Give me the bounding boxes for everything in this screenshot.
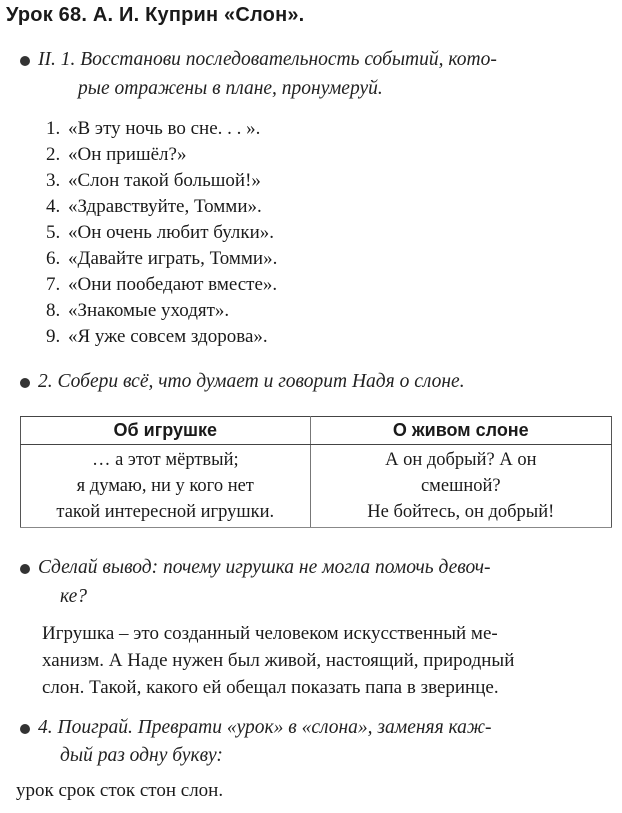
- task-bullet-icon: [20, 564, 30, 574]
- task4-line2: дый раз одну букву:: [60, 745, 223, 766]
- task1-line2: рые отражены в плане, пронумеруй.: [78, 78, 383, 99]
- toy-cell: … а этот мёртвый; я думаю, ни у кого нет такой интересной игрушки.: [21, 445, 311, 528]
- task-bullet-icon: [20, 724, 30, 734]
- list-item: 2. «Он пришёл?»: [46, 144, 187, 165]
- word-chain-answer: урок срок сток стон слон.: [16, 780, 224, 801]
- conclusion-answer: Игрушка – это созданный человеком искусственный ме- ханизм. А Наде нужен был живой, настоящий, природный слон. Такой, какого ей обещал показать папа в зверинце.: [42, 623, 515, 698]
- task3-line1: Сделай вывод: почему игрушка не могла помочь девоч-: [38, 557, 491, 578]
- task4-line1: Поиграй. Преврати «урок» в «слона», заменяя каж-: [57, 717, 492, 738]
- nadya-table: [20, 416, 612, 528]
- task2-label: 2.: [38, 371, 53, 392]
- task3-instruction: [20, 554, 491, 582]
- column-header-elephant: О живом слоне: [310, 417, 611, 445]
- task1-instruction: [20, 46, 497, 74]
- list-item: 3. «Слон такой большой!»: [46, 170, 261, 191]
- page-title: Урок 68. А. И. Куприн «Слон».: [6, 4, 305, 26]
- list-item: 6. «Давайте играть, Томми».: [46, 248, 278, 269]
- task1-line1: Восстанови последовательность событий, кото-: [80, 49, 497, 70]
- task2-instruction: [20, 368, 465, 396]
- task-bullet-icon: [20, 378, 30, 388]
- task4-label: 4.: [38, 717, 53, 738]
- task1-label: II. 1.: [38, 49, 76, 70]
- task4-instruction: [20, 714, 492, 742]
- elephant-cell: А он добрый? А он смешной? Не бойтесь, он добрый!: [310, 445, 611, 528]
- list-item: 8. «Знакомые уходят».: [46, 300, 230, 321]
- list-item: 9. «Я уже совсем здорова».: [46, 326, 268, 347]
- task2-text: Собери всё, что думает и говорит Надя о слоне.: [57, 371, 465, 392]
- list-item: 7. «Они пообедают вместе».: [46, 274, 278, 295]
- list-item: 4. «Здравствуйте, Томми».: [46, 196, 262, 217]
- list-item: 1. «В эту ночь во сне. . . ».: [46, 118, 261, 139]
- list-item: 5. «Он очень любит булки».: [46, 222, 275, 243]
- task-bullet-icon: [20, 56, 30, 66]
- task3-line2: ке?: [60, 586, 88, 607]
- column-header-toy: Об игрушке: [21, 417, 311, 445]
- plan-list: [46, 116, 277, 350]
